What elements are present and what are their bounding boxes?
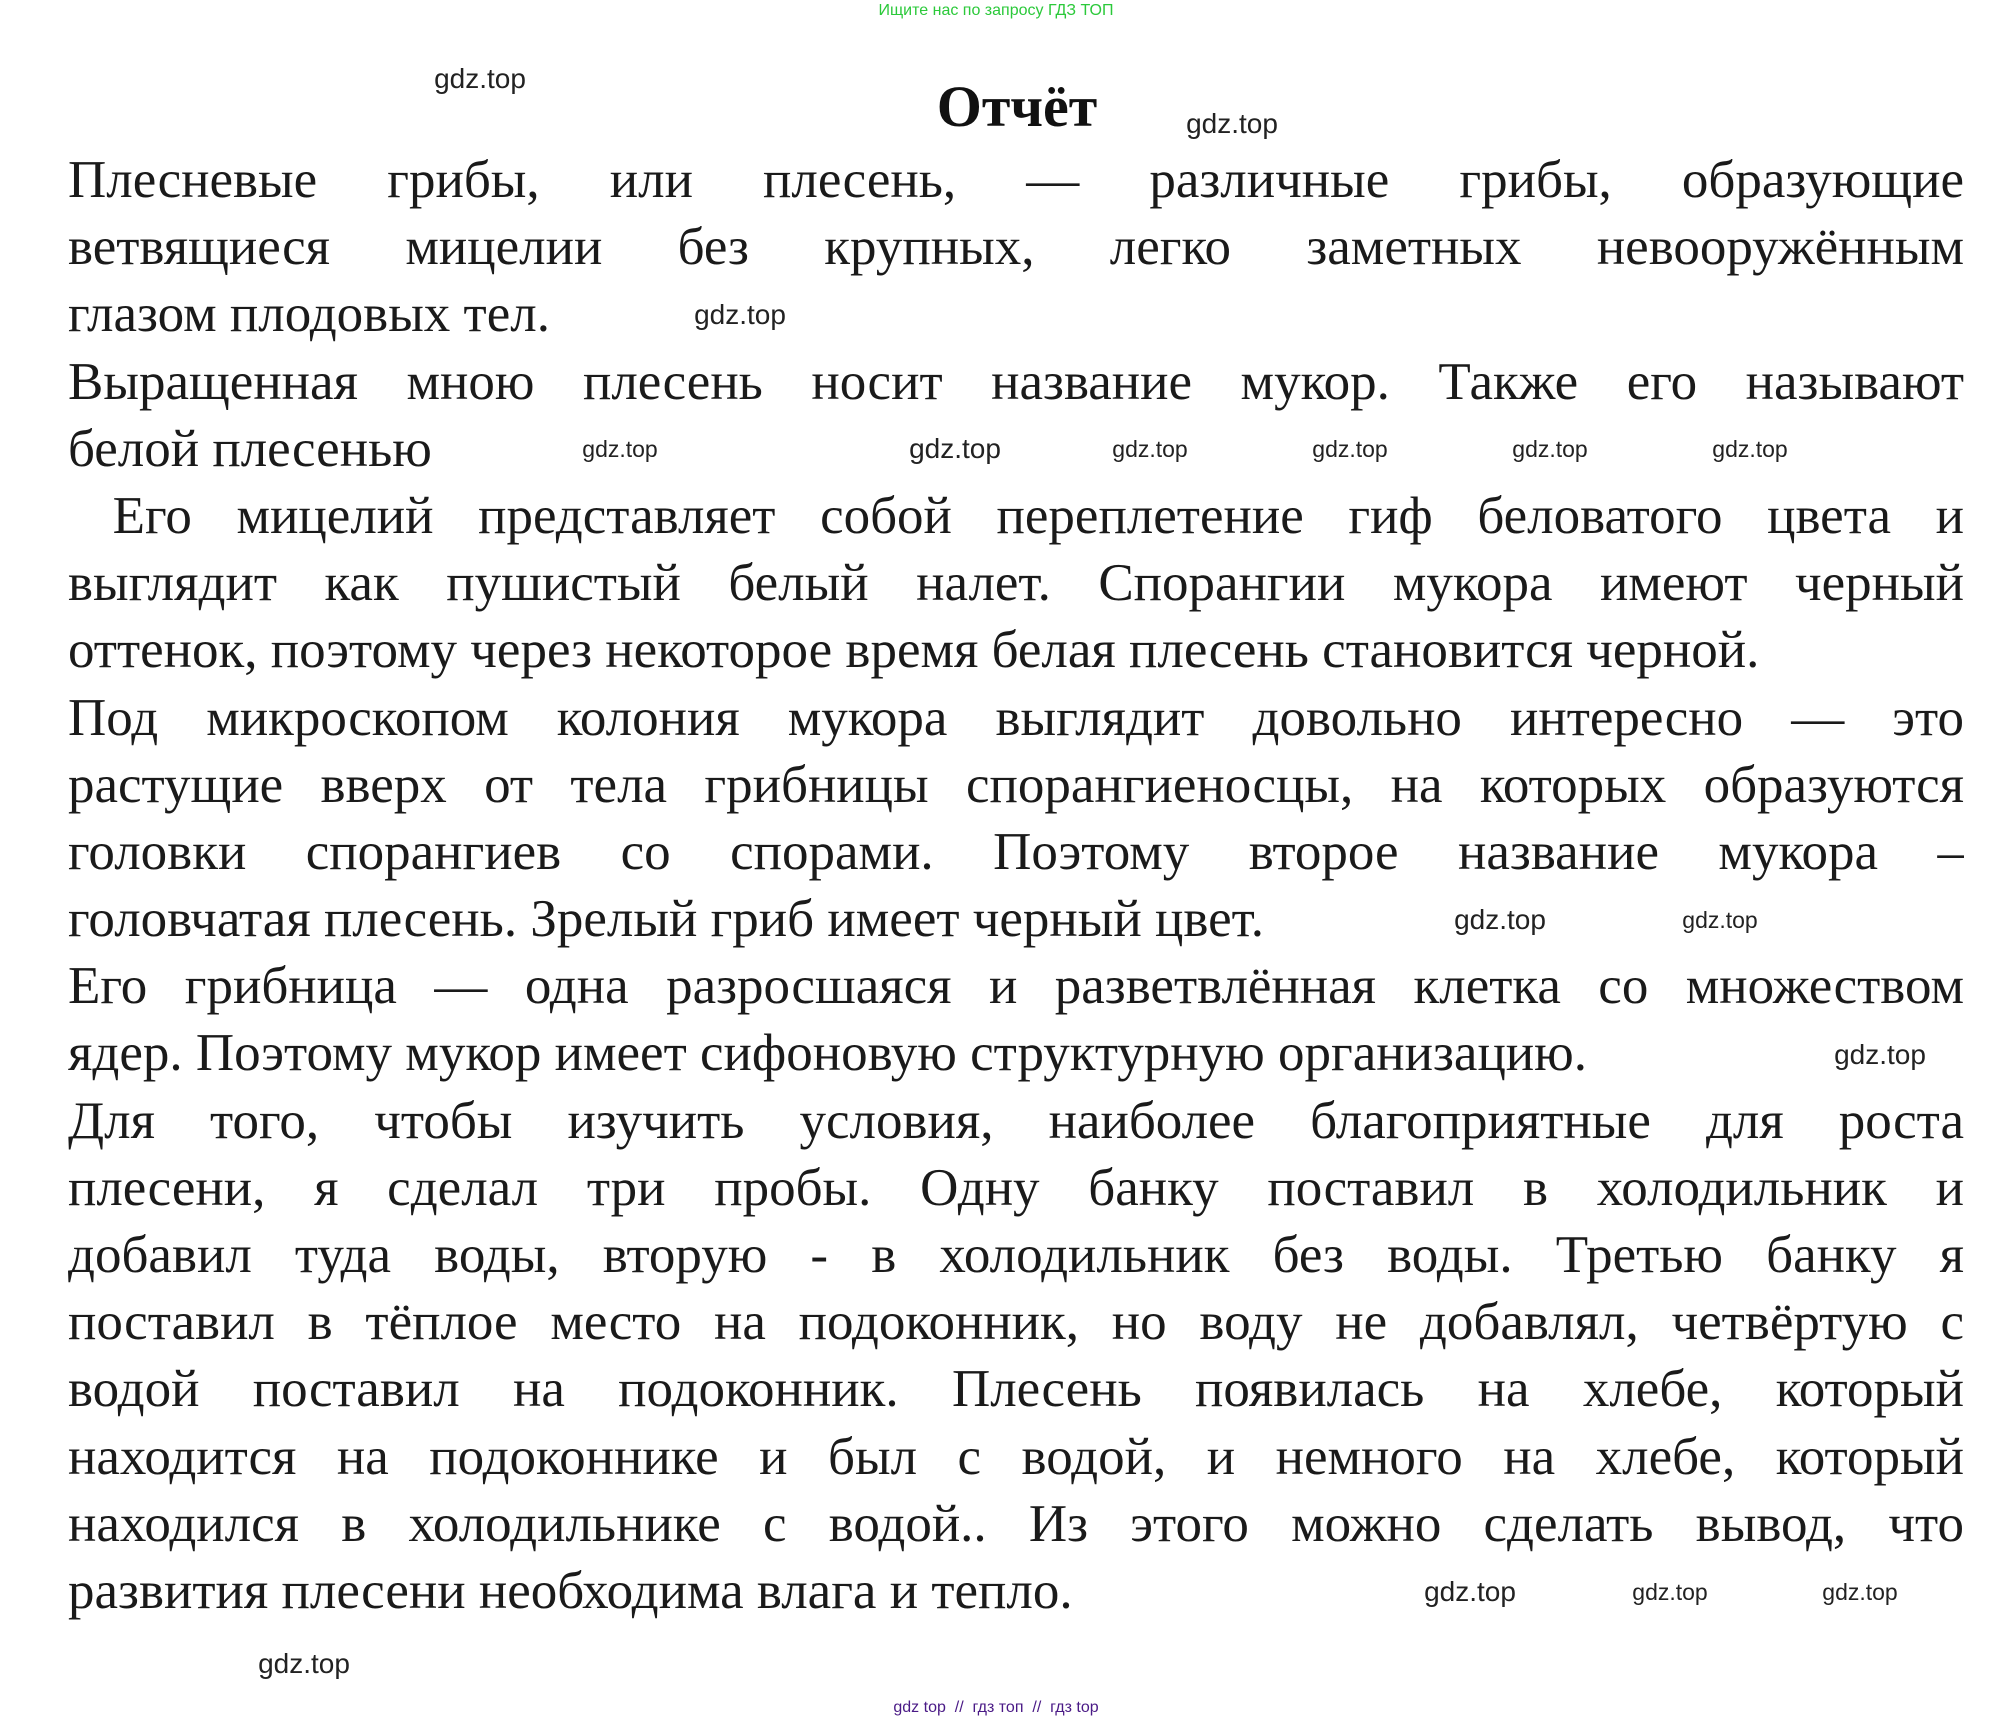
text-line: поставил в тёплое место на подоконник, но воду не добавлял, четвёртую с [68,1293,1964,1352]
watermark: gdz.top [909,433,1001,464]
text-line: водой поставил на подоконник. Плесень появилась на хлебе, который [68,1360,1964,1419]
watermark: gdz.top [1682,907,1758,933]
text-line: головчатая плесень. Зрелый гриб имеет черный цвет. [68,890,1265,949]
text-line: оттенок, поэтому через некоторое время белая плесень становится черной. [68,621,1760,680]
watermark: gdz.top [1822,1579,1898,1605]
watermark: gdz.top [1112,436,1188,462]
text-line: головки спорангиев со спорами. Поэтому второе название мукора – [68,822,1964,881]
text-line: находился в холодильнике с водой.. Из этого можно сделать вывод, что [68,1494,1964,1553]
text-line: растущие вверх от тела грибницы спорангиеносцы, на которых образуются [68,755,1964,814]
watermark: gdz.top [1712,436,1788,462]
watermark: gdz.top [1834,1039,1926,1070]
text-line: Под микроскопом колония мукора выглядит довольно интересно — это [68,688,1964,747]
watermark: gdz.top [1512,436,1588,462]
text-line: глазом плодовых тел. [68,285,550,344]
search-banner: Ищите нас по запросу ГДЗ ТОП [878,2,1114,19]
text-line: выглядит как пушистый белый налет. Спорангии мукора имеют черный [68,554,1964,613]
text-line: белой плесенью [68,419,432,478]
report-body [68,147,1964,1625]
text-line: добавил туда воды, вторую - в холодильник без воды. Третью банку я [68,1226,1964,1284]
text-line: ядер. Поэтому мукор имеет сифоновую структурную организацию. [68,1024,1588,1083]
footer-links: gdz top // гдз топ // гдз top [893,1699,1099,1716]
watermark: gdz.top [582,436,658,462]
watermark: gdz.top [1632,1579,1708,1605]
text-line: Его грибница — одна разросшаяся и разветвлённая клетка со множеством [68,957,1964,1016]
watermark: gdz.top [1312,436,1388,462]
page-title: Отчёт [936,74,1098,139]
text-line: Плесневые грибы, или плесень, — различные грибы, образующие [68,151,1964,209]
text-line: Его мицелий представляет собой переплетение гиф беловатого цвета и [68,486,1964,545]
watermark: gdz.top [694,299,786,330]
watermark: gdz.top [1424,1576,1516,1607]
watermark: gdz.top [1454,904,1546,935]
text-line: Выращенная мною плесень носит название мукор. Также его называют [68,352,1964,411]
text-line: Для того, чтобы изучить условия, наиболее благоприятные для роста [68,1091,1964,1150]
text-line: находится на подоконнике и был с водой, и немного на хлебе, который [68,1427,1964,1486]
text-line: ветвящиеся мицелии без крупных, легко заметных невооружённым [68,218,1964,277]
watermark: gdz.top [434,63,526,94]
watermark: gdz.top [258,1648,350,1679]
watermark: gdz.top [1186,108,1278,139]
text-line: развития плесени необходима влага и тепло. [68,1561,1073,1620]
text-line: плесени, я сделал три пробы. Одну банку поставил в холодильник и [68,1158,1964,1217]
